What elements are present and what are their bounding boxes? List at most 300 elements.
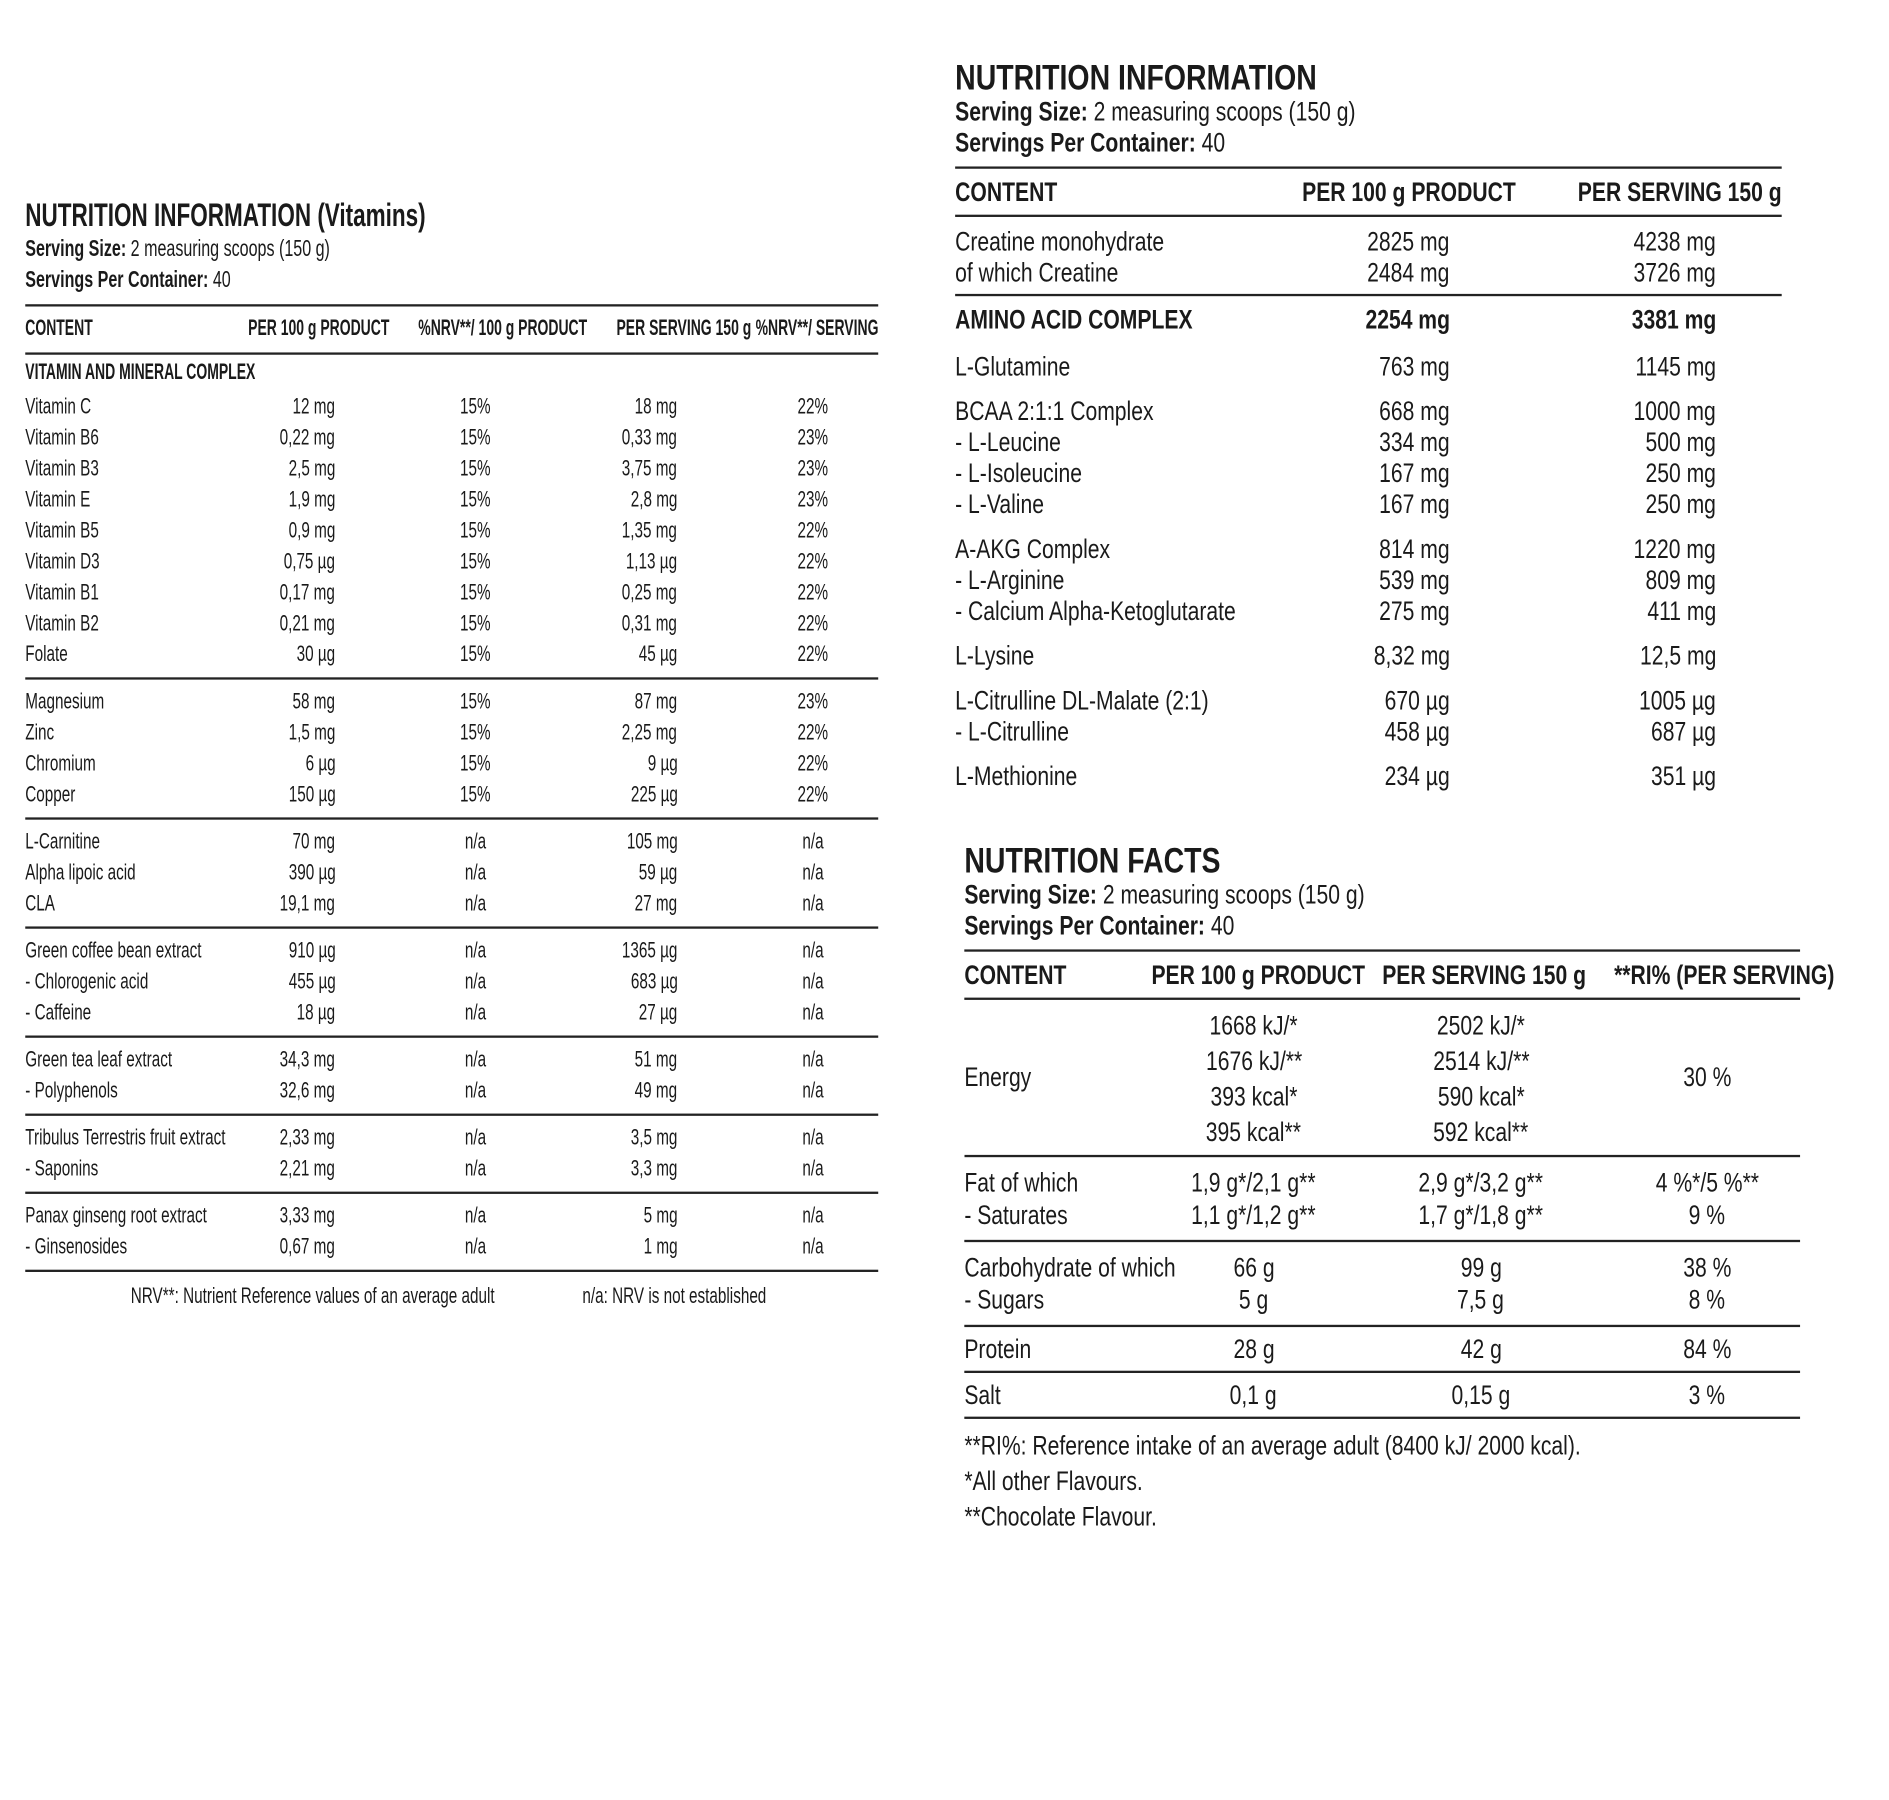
col-2-text: n/a [464,1156,486,1181]
col-1 [262,546,335,577]
col-0 [955,458,1114,489]
table-row [25,422,878,453]
table-row [964,1333,1800,1365]
table-row [25,1076,878,1107]
panel-title [964,840,1836,881]
table-row [955,596,1782,627]
servings-per-container [964,910,1836,941]
col-1 [1369,761,1450,792]
col-1-text: 2,33 mg [280,1125,336,1150]
col-3 [617,889,678,920]
col-4-text: n/a [802,1047,824,1072]
col-1-text: 2,21 mg [280,1156,336,1181]
col-1 [268,967,335,998]
servings-per-container-value: 40 [1201,127,1226,158]
col-3-text: 683 µg [630,969,678,994]
col-4-text: 22% [797,642,829,667]
col-1-text: 2254 mg [1365,303,1450,334]
col-1-text: 234 µg [1384,761,1450,791]
col-2-text: n/a [464,1047,486,1072]
col-2-text: 0,15 g [1451,1379,1511,1410]
energy-row [964,1044,1800,1080]
footnote [964,1464,1836,1500]
row-group [964,1242,1800,1327]
col-0-text: L-Glutamine [955,351,1071,382]
table-row [964,1379,1800,1411]
servings-per-container [955,127,1782,158]
col-0-text: L-Citrulline DL-Malate (2:1) [955,685,1209,716]
col-2 [1621,641,1716,672]
col-3 [611,1154,678,1185]
col-0 [955,716,1097,747]
col-1-text: 0,1 g [1230,1379,1278,1410]
col-0 [25,858,183,889]
table-row [955,458,1782,489]
table-row [25,967,878,998]
col-1-text: 0,22 mg [280,425,336,450]
col-1-text: 458 µg [1384,716,1450,747]
col-0 [964,1199,1093,1231]
serving-size-line [955,96,1355,127]
col-2-text: 15% [459,782,491,807]
footnote-text-text: **RI%: Reference intake of an average adult (8400 kJ/ 2000 kcal). [964,1430,1581,1461]
servings-per-container-line [964,910,1234,941]
col-3-text: 105 mg [626,829,678,854]
col-0 [25,1045,235,1076]
col-3 [622,639,677,670]
row-group [25,680,878,820]
col-0-text: L-Methionine [955,761,1078,791]
col-1 [268,858,335,889]
col-2 [1635,716,1716,747]
energy-group [964,1000,1800,1157]
col-3-text: 2,25 mg [622,720,678,745]
col-0 [25,391,119,422]
col-3 [617,391,678,422]
col-4-text: n/a [802,969,824,994]
col-2 [1613,396,1716,427]
table-header [25,304,878,355]
col-3-text: 5 mg [643,1203,678,1228]
col-0 [25,608,130,639]
col-1 [1362,565,1450,596]
footnote-text [964,1464,1187,1500]
title-text: NUTRITION INFORMATION [955,57,1317,98]
col-3-text: 1365 µg [621,938,678,963]
col-0 [955,565,1091,596]
col-2-text: 3381 mg [1631,303,1717,334]
col-2-text: 15% [459,611,491,636]
col-2 [1613,257,1716,288]
col-0-text: - Sugars [964,1284,1045,1314]
col-2-text: 15% [459,689,491,714]
col-3-text: 38 % [1682,1251,1732,1282]
col-0-text: - Chlorogenic acid [25,969,149,994]
col-0 [25,748,126,779]
col-3-text: 18 mg [634,394,678,419]
col-1-text: 32,6 mg [280,1078,336,1103]
col-1 [1151,952,1418,998]
col-1-text: PER 100 g PRODUCT [1151,959,1366,990]
col-0-text: Vitamin B5 [25,518,99,543]
col-0 [25,307,130,353]
col-0-text: Alpha lipoic acid [25,860,136,885]
col-3-text: 2,8 mg [630,487,678,512]
title-text: NUTRITION INFORMATION (Vitamins) [25,197,426,234]
col-4-text: n/a [802,1000,824,1025]
col-1 [1344,296,1450,342]
col-0 [955,489,1066,520]
col-0-text: Vitamin B1 [25,580,99,605]
row-group [25,1194,878,1272]
col-2-text: n/a [464,969,486,994]
col-3 [604,546,677,577]
col-3-text: 27 µg [638,1000,678,1025]
col-2-text: 351 µg [1651,761,1717,791]
col-4-text: n/a [802,1234,824,1259]
table-row [25,718,878,749]
col-3 [617,1045,678,1076]
col-1-text: 167 mg [1379,458,1450,488]
col-0 [955,351,1099,382]
col-1-text: 1,5 mg [288,720,336,745]
table-row [25,453,878,484]
col-2-text: 411 mg [1647,595,1717,626]
col-3-text: 3,5 mg [630,1125,678,1150]
serving-size-label: Serving Size: [964,879,1097,910]
col-0-text: CONTENT [955,176,1058,207]
col-4-text: 22% [797,751,829,776]
col-0 [955,396,1203,427]
col-2 [1620,685,1716,716]
col-1 [256,1201,335,1232]
col-2-text: 15% [459,642,491,667]
col-3-text: 3,3 mg [630,1156,678,1181]
col-4-text: 23% [797,689,829,714]
col-0-text: Zinc [25,720,55,745]
col-1 [275,391,336,422]
col-1 [1362,351,1450,382]
col-1 [269,515,336,546]
col-1 [256,1045,335,1076]
table-row [25,687,878,718]
col-0 [955,427,1087,458]
col-2 [1630,596,1716,627]
col-1-text: 19,1 mg [280,891,336,916]
col-1-text: 34,3 mg [280,1047,336,1072]
col-0-text: - Calcium Alpha-Ketoglutarate [955,595,1236,626]
col-3-text: 51 mg [634,1047,678,1072]
energy-row [964,1008,1800,1044]
col-2-text: 500 mg [1645,427,1717,457]
col-0 [955,761,1108,792]
col-0 [25,1232,170,1263]
col-2-text: 15% [459,487,491,512]
col-1-text: 910 µg [288,938,336,963]
col-4-text: 22% [797,720,829,745]
table-row [25,1045,878,1076]
col-0 [955,296,1252,342]
col-2-text: 687 µg [1651,716,1717,747]
col-4-text: n/a [802,1156,824,1181]
col-0-text: of which Creatine [955,257,1119,287]
col-1-text: 3,33 mg [280,1203,336,1228]
serving-size-line [964,879,1364,910]
col-2 [1628,458,1716,489]
serving-size-value: 2 measuring scoops (150 g) [1102,879,1365,910]
table-row [25,484,878,515]
col-0-text: CONTENT [25,316,93,341]
servings-per-container-label: Servings Per Container: [955,127,1196,158]
col-3-text: 1,35 mg [622,518,678,543]
col-3-text: 45 µg [638,642,678,667]
col-3-text: 225 µg [630,782,678,807]
col-0-text: BCAA 2:1:1 Complex [955,396,1154,426]
col-1-text: 66 g [1233,1251,1275,1282]
amino-panel [955,57,1782,806]
col-2-text: 15% [459,549,491,574]
energy-row [964,1115,1800,1151]
col-0 [25,577,130,608]
col-1-text: 0,17 mg [280,580,336,605]
energy-serving-text: 592 kcal** [1433,1117,1529,1147]
col-1-text: 670 µg [1384,685,1450,716]
row-group [964,1327,1800,1373]
energy-serving-text: 2514 kJ/** [1432,1045,1530,1076]
col-0-text: L-Carnitine [25,829,100,854]
col-1-text: 5 g [1238,1284,1269,1314]
col-1-text: 12 mg [292,394,336,419]
table-row [25,998,878,1029]
col-2 [1527,169,1782,215]
col-1-text: 70 mg [292,829,336,854]
col-1-text: 6 µg [305,751,336,776]
energy-per100-text: 1668 kJ/* [1209,1010,1298,1041]
col-2-text: 15% [459,425,491,450]
col-0 [25,422,130,453]
col-0-text: A-AKG Complex [955,533,1111,564]
col-0 [25,639,86,670]
col-4-text: 23% [797,425,829,450]
table-header [964,949,1835,1000]
col-0-text: Green tea leaf extract [25,1047,173,1072]
energy-label [964,1000,1048,1155]
col-1 [1362,458,1450,489]
col-1 [1369,685,1450,716]
col-3-text: 84 % [1682,1333,1732,1364]
col-2-text: 15% [459,518,491,543]
col-0 [25,515,130,546]
col-3-text: 8 % [1688,1284,1726,1314]
col-0-text: Panax ginseng root extract [25,1203,207,1228]
col-2-text: 1145 mg [1635,351,1717,382]
col-3 [617,1076,678,1107]
footnote [964,1499,1836,1535]
col-1-text: 150 µg [288,782,336,807]
col-0 [25,827,132,858]
footnote-text [964,1499,1205,1535]
table-row [955,427,1782,458]
col-3-text: 87 mg [634,689,678,714]
col-0-text: - L-Isoleucine [955,458,1082,488]
col-0-text: Folate [25,642,68,667]
col-3 [610,779,677,810]
col-4-text: 22% [797,782,829,807]
table-row [955,489,1782,520]
col-0 [25,998,119,1029]
col-0-text: Carbohydrate of which [964,1251,1176,1282]
col-0 [964,1251,1228,1283]
col-2-text: 42 g [1460,1333,1502,1364]
row-group [25,820,878,929]
servings-per-container-line [955,127,1225,158]
table-row [955,685,1782,716]
col-3-text: 27 mg [634,891,678,916]
serving-size-label: Serving Size: [25,236,127,262]
col-3-text: 9 % [1688,1199,1726,1229]
col-1-text: 0,75 µg [283,549,336,574]
col-3-text: 59 µg [638,860,678,885]
servings-per-container-label: Servings Per Container: [25,267,209,293]
col-0 [25,718,66,749]
col-1 [1355,641,1450,672]
table-row [25,936,878,967]
col-0-text: Copper [25,782,76,807]
col-2-text: 15% [459,456,491,481]
col-1-text: 0,9 mg [288,518,336,543]
col-4-text: n/a [802,829,824,854]
col-1-text: 8,32 mg [1373,640,1450,671]
section-label [25,355,385,392]
col-3 [599,577,678,608]
col-0-text: Vitamin E [25,487,91,512]
col-4-text: 23% [797,456,829,481]
col-0-text: Fat of which [964,1166,1079,1197]
footnote-na-text: n/a: NRV is not established [581,1284,766,1309]
col-2-text: PER SERVING 150 g [1382,959,1587,990]
col-1-text: 275 mg [1379,595,1450,626]
col-0-text: - Saturates [964,1199,1068,1229]
energy-row [964,1079,1800,1115]
col-0 [964,952,1092,998]
col-0-text: Vitamin B2 [25,611,99,636]
col-0 [964,1166,1106,1198]
col-3 [1614,952,1889,998]
col-0-text: Vitamin B3 [25,456,99,481]
table-row [955,396,1782,427]
servings-per-container-line [25,265,230,296]
energy-per100-text: 395 kcal** [1206,1117,1302,1147]
serving-size [964,879,1836,910]
col-1 [256,577,335,608]
col-3 [629,1232,678,1263]
serving-size [25,234,878,265]
col-2-text: 250 mg [1645,489,1717,519]
col-2-text: 7,5 g [1457,1284,1505,1314]
col-2 [1613,226,1716,257]
col-0-text: Tribulus Terrestris fruit extract [25,1125,226,1150]
col-1-text: 1,9 g*/2,1 g** [1191,1166,1316,1197]
table-row [955,257,1782,288]
col-1-text: 2,5 mg [288,456,336,481]
table-row [25,827,878,858]
serving-size-label: Serving Size: [955,96,1088,127]
col-1 [292,748,335,779]
col-1 [275,827,336,858]
col-4-text: n/a [802,1125,824,1150]
servings-per-container-value: 40 [212,267,231,293]
col-2-text: n/a [464,891,486,916]
col-1 [280,639,335,670]
col-0 [964,1283,1064,1315]
table-row [955,761,1782,792]
col-1 [268,936,335,967]
col-2-text: 15% [459,394,491,419]
col-1-text: 763 mg [1379,351,1450,382]
col-1-text: PER 100 g PRODUCT [1301,176,1516,207]
col-2 [1628,565,1716,596]
table-row [955,565,1782,596]
col-1 [256,422,335,453]
table-row [955,534,1782,565]
col-4-text: n/a [802,891,824,916]
col-0 [25,1201,284,1232]
table-row [955,351,1782,382]
footnote-nrv-text: NRV**: Nutrient Reference values of an average adult [130,1284,495,1309]
col-0-text: - Caffeine [25,1000,92,1025]
col-3 [610,967,677,998]
col-1 [268,779,335,810]
col-1-text: 455 µg [288,969,336,994]
footnote-text-text: **Chocolate Flavour. [964,1501,1157,1532]
col-2-text: %NRV**/ 100 g PRODUCT [418,316,588,341]
col-2 [1382,952,1637,998]
table-row [964,1251,1800,1283]
col-4-text: 22% [797,549,829,574]
energy-ri-text: 30 % [1682,1061,1732,1092]
energy-serving-text: 590 kcal* [1437,1081,1525,1112]
col-3 [634,748,677,779]
row-group [955,534,1782,627]
footnote-text-text: *All other Flavours. [964,1465,1143,1496]
col-3 [599,608,678,639]
col-1 [1347,226,1450,257]
col-3-text: 1,13 µg [626,549,678,574]
col-2-text: 250 mg [1645,458,1717,488]
col-2-text: n/a [464,860,486,885]
col-4 [686,307,878,353]
col-3 [605,827,678,858]
section-label-text: VITAMIN AND MINERAL COMPLEX [25,360,256,385]
col-1 [275,687,336,718]
col-0-text: Green coffee bean extract [25,938,202,963]
col-0 [25,936,277,967]
col-3-text: 0,25 mg [622,580,678,605]
col-3-text: 3 % [1688,1379,1726,1410]
col-2-text: 15% [459,580,491,605]
col-1 [256,1123,335,1154]
energy-per100-text: 1676 kJ/** [1205,1045,1302,1076]
col-2-text: n/a [464,1234,486,1259]
col-3 [599,515,678,546]
table-row [25,779,878,810]
col-0 [25,1076,157,1107]
col-0-text: - L-Citrulline [955,716,1070,747]
col-0 [25,484,118,515]
col-1-text: 0,67 mg [280,1234,336,1259]
col-1 [1362,489,1450,520]
row-group [25,1116,878,1194]
